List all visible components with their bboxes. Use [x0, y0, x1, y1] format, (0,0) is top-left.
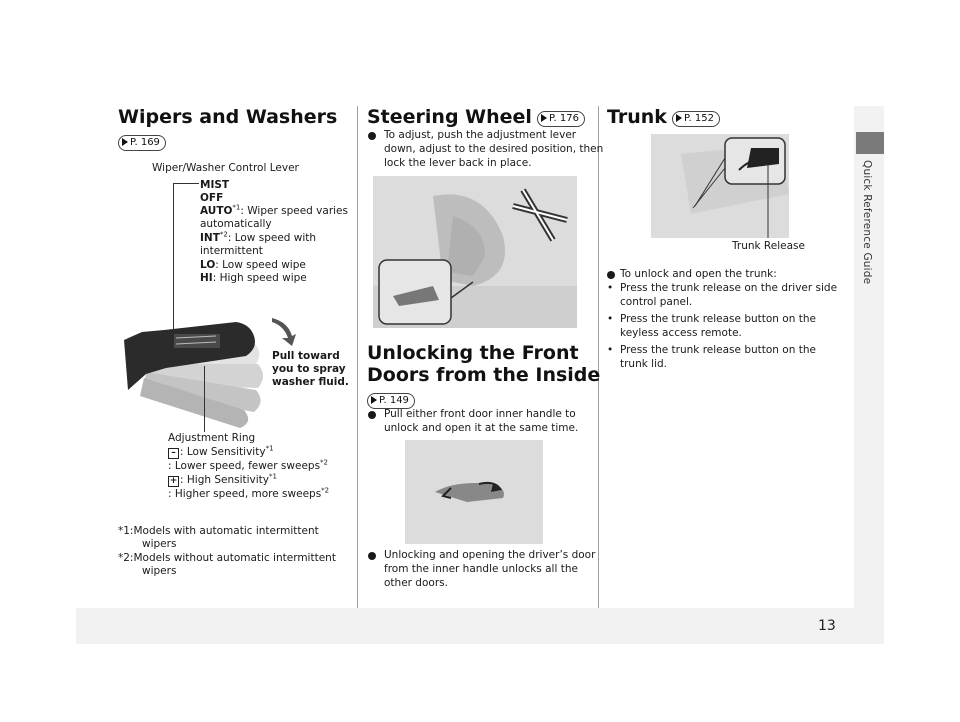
doors-bullet1-line2: unlock and open it at the same time. [384, 422, 579, 434]
ring-low-speed-row [168, 460, 328, 474]
lever-label: Wiper/Washer Control Lever [152, 162, 299, 174]
trunk-item3-line2: trunk lid. [620, 358, 667, 370]
steering-page-ref: P. 176 [549, 112, 579, 124]
door-handle-illustration [405, 440, 543, 544]
mode-hi: HI [200, 272, 213, 284]
pull-line1: Pull toward [272, 350, 340, 362]
ring-high-speed-row [168, 488, 329, 502]
steering-bullet-line2: down, adjust to the desired position, then [384, 143, 604, 155]
doors-bullet1-line1: Pull either front door inner handle to [384, 408, 576, 420]
steering-page-ref-link[interactable] [537, 111, 585, 127]
mode-mist: MIST [200, 179, 230, 191]
trunk-heading: Trunk [607, 106, 667, 128]
wipers-page-ref-link[interactable] [118, 132, 166, 151]
doors-heading-line2: Doors from the Inside [367, 364, 601, 386]
doors-bullet2-line1: Unlocking and opening the driver’s door [384, 549, 596, 561]
trunk-item3-line1: Press the trunk release button on the [620, 344, 816, 356]
column-divider-2 [598, 106, 599, 608]
bullet-icon [368, 411, 376, 419]
mode-auto-sup: *1 [232, 203, 241, 212]
mode-lo: LO [200, 259, 216, 271]
minus-symbol: – [168, 448, 179, 459]
mode-hi-desc: : High speed wipe [212, 272, 307, 284]
page-number: 13 [818, 618, 836, 634]
ring-low-sens-row [168, 446, 274, 460]
footnote2-b: wipers [142, 565, 177, 577]
trunk-item2-line2: keyless access remote. [620, 327, 742, 339]
ring-leader [204, 366, 205, 432]
bullet-icon [368, 552, 376, 560]
mode-lo-row [200, 259, 306, 273]
ring-label: Adjustment Ring [168, 432, 256, 444]
ring-low-sens-sup: *1 [265, 444, 274, 453]
page-ref-arrow-icon [371, 396, 377, 404]
page-ref-arrow-icon [676, 114, 682, 122]
bullet-icon [368, 132, 376, 140]
side-tab[interactable] [861, 160, 879, 285]
trunk-item1-line1: Press the trunk release on the driver side [620, 282, 838, 294]
trunk-page-ref: P. 152 [684, 112, 714, 124]
ring-high-speed: : Higher speed, more sweeps [168, 488, 322, 500]
doors-heading-line1: Unlocking the Front [367, 342, 579, 364]
steering-heading: Steering Wheel [367, 106, 532, 128]
column-divider-1 [357, 106, 358, 608]
steering-heading-row [367, 106, 585, 128]
doors-bullet2-line3: other doors. [384, 577, 448, 589]
doors-page-ref-link[interactable] [367, 390, 415, 409]
mode-lo-desc: : Low speed wipe [215, 259, 306, 271]
ring-high-speed-sup: *2 [321, 486, 330, 495]
plus-symbol: + [169, 476, 178, 486]
bullet-icon: • [607, 313, 614, 325]
mode-int-desc: : Low speed with [227, 232, 317, 244]
page-ref-arrow-icon [122, 138, 128, 146]
pull-arrow-icon [270, 318, 298, 348]
ring-low-sens: : Low Sensitivity [180, 446, 266, 458]
mode-hi-row [200, 272, 307, 286]
pull-line3: washer fluid. [272, 376, 349, 388]
bullet-icon [607, 271, 615, 279]
mode-auto-row [200, 205, 348, 219]
footnote1-a: *1:Models with automatic intermittent [118, 525, 319, 537]
side-tab-label: Quick Reference Guide [861, 160, 873, 285]
footnote1-b: wipers [142, 538, 177, 550]
page-ref-arrow-icon [541, 114, 547, 122]
wipers-heading: Wipers and Washers [118, 106, 338, 128]
mode-int-sup: *2 [219, 230, 228, 239]
mode-int-desc2: intermittent [200, 245, 263, 257]
bullet-icon: • [607, 282, 614, 294]
steering-bullet-line3: lock the lever back in place. [384, 157, 532, 169]
doors-bullet2-line2: from the inner handle unlocks all the [384, 563, 578, 575]
ring-low-speed-sup: *2 [320, 458, 329, 467]
side-tab-marker [856, 132, 884, 154]
ring-high-sens-row [168, 474, 277, 488]
pull-line2: you to spray [272, 363, 346, 375]
doors-page-ref: P. 149 [379, 394, 409, 406]
steering-wheel-illustration [373, 176, 577, 328]
steering-bullet-line1: To adjust, push the adjustment lever [384, 129, 577, 141]
trunk-page-ref-link[interactable] [672, 111, 720, 127]
footnote2-a: *2:Models without automatic intermittent [118, 552, 336, 564]
ring-low-speed: : Lower speed, fewer sweeps [168, 460, 321, 472]
trunk-release-label: Trunk Release [732, 240, 805, 252]
mode-int: INT [200, 232, 220, 244]
bullet-icon: • [607, 344, 614, 356]
wipers-page-ref: P. 169 [130, 136, 160, 148]
lever-leader-h [173, 183, 199, 184]
mode-off: OFF [200, 192, 224, 204]
mode-auto-desc: : Wiper speed varies [240, 205, 348, 217]
mode-int-row [200, 232, 316, 246]
ring-high-sens-sup: *1 [269, 472, 277, 481]
trunk-intro: To unlock and open the trunk: [620, 268, 777, 280]
trunk-item2-line1: Press the trunk release button on the [620, 313, 816, 325]
mode-auto: AUTO [200, 205, 233, 217]
trunk-heading-row [607, 106, 720, 128]
trunk-item1-line2: control panel. [620, 296, 693, 308]
wiper-lever-illustration [118, 312, 278, 432]
ring-high-sens: : High Sensitivity [180, 474, 270, 486]
mode-auto-desc2: automatically [200, 218, 272, 230]
trunk-release-illustration [651, 134, 789, 238]
